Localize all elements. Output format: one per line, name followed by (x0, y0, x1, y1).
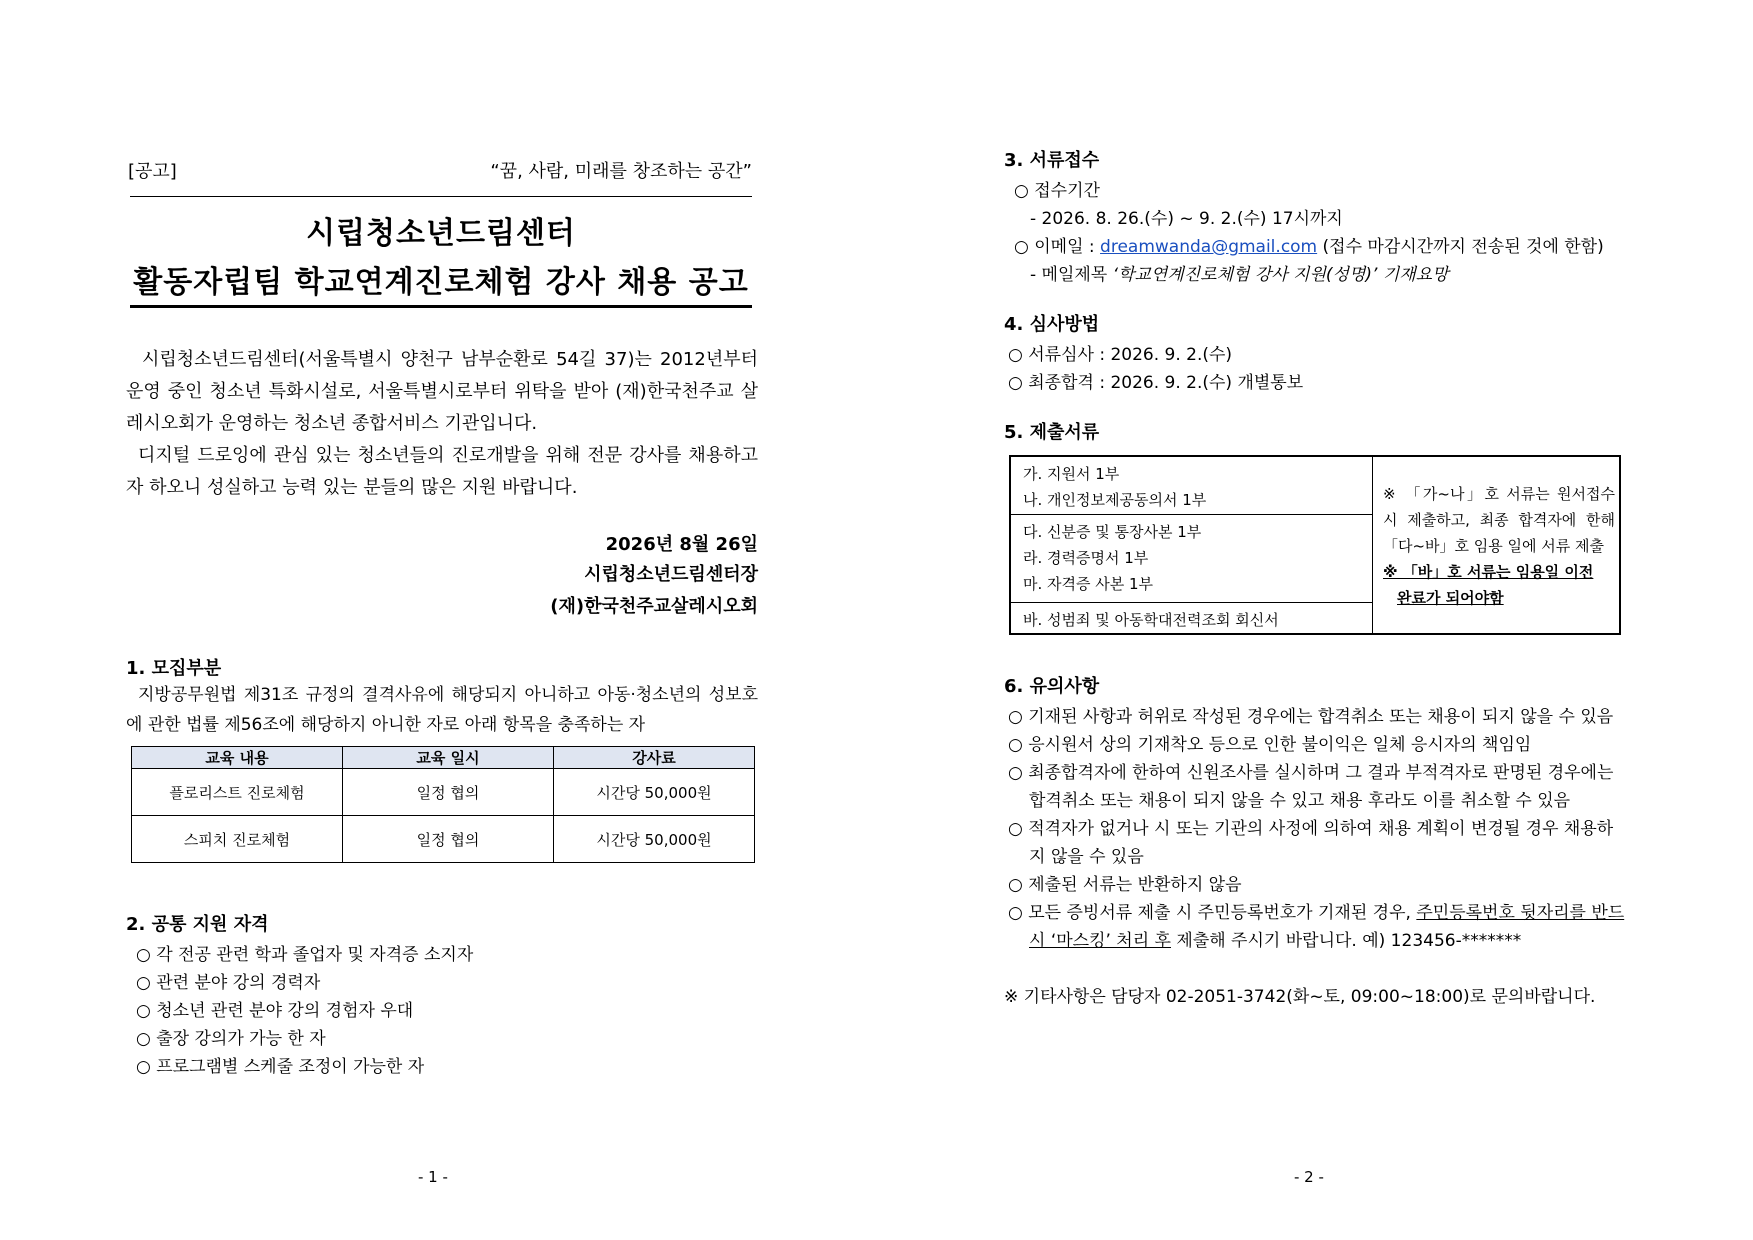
caution-item: ○ 적격자가 없거나 시 또는 기관의 사정에 의하여 채용 계획이 변경될 경우 채용하 (1008, 819, 1614, 839)
documents-note-text: ※ 「가~나」호 서류는 원서접수 시 제출하고, 최종 합격자에 한해 「다~바」호 임용 일에 서류 제출 (1383, 485, 1615, 555)
column-header: 교육 내용 (132, 747, 343, 769)
qualification-item: ○ 출장 강의가 가능 한 자 (136, 1029, 326, 1049)
header-rule-top (130, 196, 752, 197)
document-item: 마. 자격증 사본 1부 (1023, 575, 1154, 593)
section-1-desc: 지방공무원법 제31조 규정의 결격사유에 해당되지 아니하고 아동·청소년의 성보호에 관한 법률 제56조에 해당하지 아니한 자로 아래 항목을 충족하는 자 (126, 685, 758, 735)
subject-label: - 메일제목 (1030, 265, 1108, 285)
period-label: ○ 접수기간 (1014, 181, 1100, 201)
notice-tag: [공고] (128, 161, 177, 182)
subject-value: ‘학교연계진로체험 강사 지원(성명)’ 기재요망 (1112, 265, 1449, 285)
email-label: ○ 이메일 : (1014, 237, 1095, 257)
caution-item: ○ 응시원서 상의 기재착오 등으로 인한 불이익은 일체 응시자의 책임임 (1008, 735, 1532, 755)
masking-text: ○ 모든 증빙서류 제출 시 주민등록번호가 기재된 경우, (1008, 903, 1411, 923)
section-3-title: 3. 서류접수 (1004, 150, 1100, 171)
section-6-title: 6. 유의사항 (1004, 676, 1100, 697)
page-2 (876, 0, 1753, 1240)
table-cell: 일정 협의 (343, 816, 554, 863)
documents-group-2 (1011, 515, 1372, 603)
masking-example: 제출해 주시기 바랍니다. 예) 123456-******* (1176, 931, 1522, 951)
email-link[interactable]: dreamwanda@gmail.com (1100, 237, 1318, 257)
table-cell: 시간당 50,000원 (554, 769, 755, 816)
slogan: “꿈, 사람, 미래를 창조하는 공간” (490, 161, 752, 182)
signer-center: 시립청소년드림센터장 (584, 564, 758, 585)
caution-item-masking (1008, 898, 1624, 923)
page-1 (0, 0, 876, 1240)
documents-group-3 (1011, 603, 1372, 633)
caution-item: ○ 기재된 사항과 허위로 작성된 경우에는 합격취소 또는 채용이 되지 않을 수 있음 (1008, 707, 1614, 727)
table-cell: 시간당 50,000원 (554, 816, 755, 863)
masking-underlined: 주민등록번호 뒷자리를 반드 (1416, 903, 1625, 923)
section-5-title: 5. 제출서류 (1004, 422, 1100, 443)
document-item: 다. 신분증 및 통장사본 1부 (1023, 523, 1202, 541)
qualification-item: ○ 프로그램별 스케줄 조정이 가능한 자 (136, 1057, 425, 1077)
masking-underlined-cont: 시 ‘마스킹’ 처리 후 (1029, 931, 1171, 951)
section-4-title: 4. 심사방법 (1004, 314, 1100, 335)
subject-line (1030, 260, 1449, 285)
table-cell: 일정 협의 (343, 769, 554, 816)
table-header-row (132, 747, 755, 769)
caution-item: ○ 최종합격자에 한하여 신원조사를 실시하며 그 결과 부적격자로 판명된 경우에는 (1008, 763, 1614, 783)
email-line (1014, 232, 1604, 257)
column-header: 강사료 (554, 747, 755, 769)
email-note: (접수 마감시간까지 전송된 것에 한함) (1322, 237, 1604, 257)
signer-org: (재)한국천주교살레시오회 (550, 596, 758, 617)
documents-note-emphasis (1383, 559, 1615, 611)
documents-list (1011, 457, 1373, 633)
documents-note-bold-1: ※ 「바」호 서류는 임용일 이전 (1383, 563, 1594, 581)
contact-note: ※ 기타사항은 담당자 02-2051-3742(화~토, 09:00~18:00)로 문의바랍니다. (1004, 987, 1596, 1007)
table-cell: 스피치 진로체험 (132, 816, 343, 863)
notice-date: 2026년 8월 26일 (605, 534, 758, 555)
review-item: ○ 서류심사 : 2026. 9. 2.(수) (1008, 345, 1233, 365)
qualification-item: ○ 관련 분야 강의 경력자 (136, 973, 321, 993)
document-item: 바. 성범죄 및 아동학대전력조회 회신서 (1023, 611, 1279, 629)
table-cell: 플로리스트 진로체험 (132, 769, 343, 816)
table-row (132, 816, 755, 863)
documents-note-bold-2: 완료가 되어야함 (1397, 589, 1504, 607)
qualification-item: ○ 청소년 관련 분야 강의 경험자 우대 (136, 1001, 414, 1021)
caution-item-cont: 지 않을 수 있음 (1029, 847, 1144, 867)
caution-item: ○ 제출된 서류는 반환하지 않음 (1008, 875, 1242, 895)
header-rule-bottom (130, 305, 752, 308)
documents-note (1383, 481, 1615, 611)
caution-item-masking-cont (1029, 926, 1521, 951)
documents-group-1 (1011, 457, 1372, 515)
qualification-item: ○ 각 전공 관련 학과 졸업자 및 자격증 소지자 (136, 945, 474, 965)
document-item: 라. 경력증명서 1부 (1023, 549, 1149, 567)
column-header: 교육 일시 (343, 747, 554, 769)
review-item: ○ 최종합격 : 2026. 9. 2.(수) 개별통보 (1008, 373, 1304, 393)
section-2-title: 2. 공통 지원 자격 (126, 914, 269, 935)
documents-table (1009, 455, 1621, 635)
intro-paragraph-2: 디지털 드로잉에 관심 있는 청소년들의 진로개발을 위해 전문 강사를 채용하고자 하오니 성실하고 능력 있는 분들의 많은 지원 바랍니다. (126, 445, 758, 498)
title-line-1: 시립청소년드림센터 (306, 216, 576, 251)
document-item: 나. 개인정보제공동의서 1부 (1023, 491, 1207, 509)
page-number: - 1 - (418, 1168, 448, 1186)
period-value: - 2026. 8. 26.(수) ~ 9. 2.(수) 17시까지 (1030, 209, 1343, 229)
document-item: 가. 지원서 1부 (1023, 465, 1120, 483)
table-row (132, 769, 755, 816)
section-1-title: 1. 모집부분 (126, 658, 222, 679)
title-line-2: 활동자립팀 학교연계진로체험 강사 채용 공고 (133, 265, 749, 300)
recruit-table (131, 746, 755, 863)
page-number: - 2 - (1294, 1168, 1324, 1186)
intro-paragraph-1: 시립청소년드림센터(서울특별시 양천구 남부순환로 54길 37)는 2012년부터 운영 중인 청소년 특화시설로, 서울특별시로부터 위탁을 받아 (재)한국천주교 살레시오회가 운영하는 청소년 종합서비스 기관입니다. (126, 349, 758, 434)
caution-item-cont: 합격취소 또는 채용이 되지 않을 수 있고 채용 후라도 이를 취소할 수 있음 (1029, 791, 1571, 811)
